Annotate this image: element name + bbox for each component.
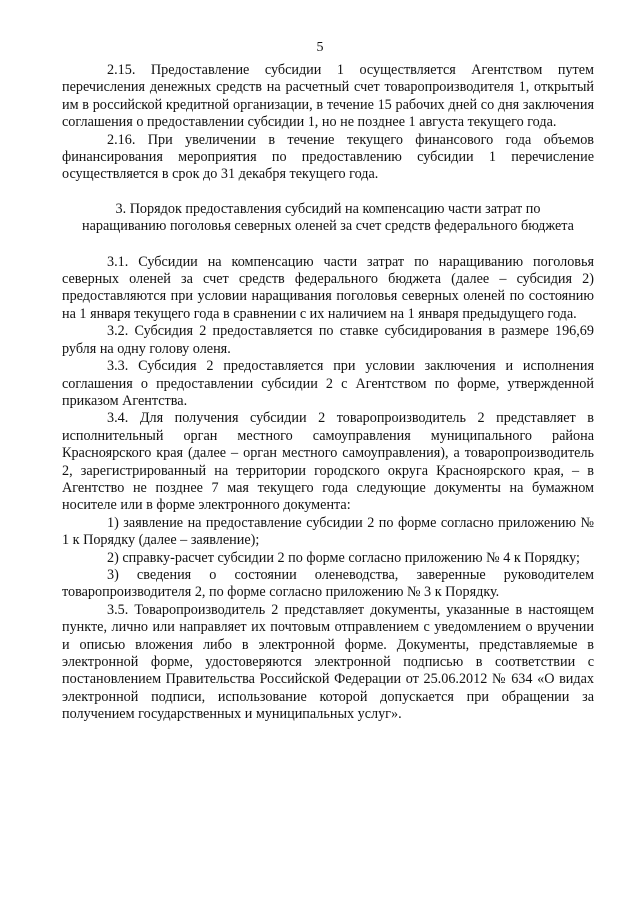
paragraph-3-5: 3.5. Товаропроизводитель 2 представляет документы, указанные в настоящем пункте, лично или направляет их почтовым отправлением с уведомлением о вручении и описью вложения либо в электронной форме. Документы, представляемые в электронной форме, удостоверяются электронной подписью в соответствии с постановлением Правительства Российской Федерации от 25.06.2012 № 634 «О видах электронной подписи, использование которой допускается при обращении за получением государственных и муниципальных услуг». [62, 601, 594, 723]
paragraph-3-4: 3.4. Для получения субсидии 2 товаропроизводитель 2 представляет в исполнительный орган местного самоуправления муниципального района Красноярского края (далее – орган местного самоуправления), а товаропроизводитель 2, зарегистрированный на территории городского округа Красноярского края, – в Агентство не позднее 7 мая текущего года следующие документы на бумажном носителе или в форме электронного документа: [62, 410, 594, 514]
list-item-application: 1) заявление на предоставление субсидии 2 по форме согласно приложению № 1 к Порядку (далее – заявление); [62, 514, 594, 549]
paragraph-2-16: 2.16. При увеличении в течение текущего финансового года объемов финансирования мероприятия по предоставлению субсидии 1 перечисление осуществляется в срок до 31 декабря текущего года. [62, 131, 594, 183]
paragraph-3-2: 3.2. Субсидия 2 предоставляется по ставке субсидирования в размере 196,69 рубля на одну голову оленя. [62, 323, 594, 357]
section-3-heading: 3. Порядок предоставления субсидий на компенсацию части затрат по наращиванию поголовья северных оленей за счет средств федерального бюджета [82, 200, 574, 235]
list-item-calculation: 2) справку-расчет субсидии 2 по форме согласно приложению № 4 к Порядку; [107, 549, 580, 566]
paragraph-3-1: 3.1. Субсидии на компенсацию части затрат по наращиванию поголовья северных оленей за счет средств федерального бюджета (далее – субсидия 2) предоставляются при условии наращивания поголовья северных оленей по состоянию на 1 января текущего года в сравнении с их наличием на 1 января предыдущего года. [62, 253, 594, 322]
page-number: 5 [316, 40, 324, 55]
document-body [62, 62, 594, 724]
paragraph-3-3: 3.3. Субсидия 2 предоставляется при условии заключения и исполнения соглашения о предоставлении субсидии 2 с Агентством по форме, утвержденной приказом Агентства. [62, 358, 594, 409]
paragraph-2-15: 2.15. Предоставление субсидии 1 осуществляется Агентством путем перечисления денежных средств на расчетный счет товаропроизводителя 1, открытый им в российской кредитной организации, в течение 15 рабочих дней со дня заключения соглашения о предоставлении субсидии 1, но не позднее 1 августа текущего года. [62, 62, 594, 131]
list-item-reindeer-info: 3) сведения о состоянии оленеводства, заверенные руководителем товаропроизводителя 2, по форме согласно приложению № 3 к Порядку. [62, 566, 594, 601]
